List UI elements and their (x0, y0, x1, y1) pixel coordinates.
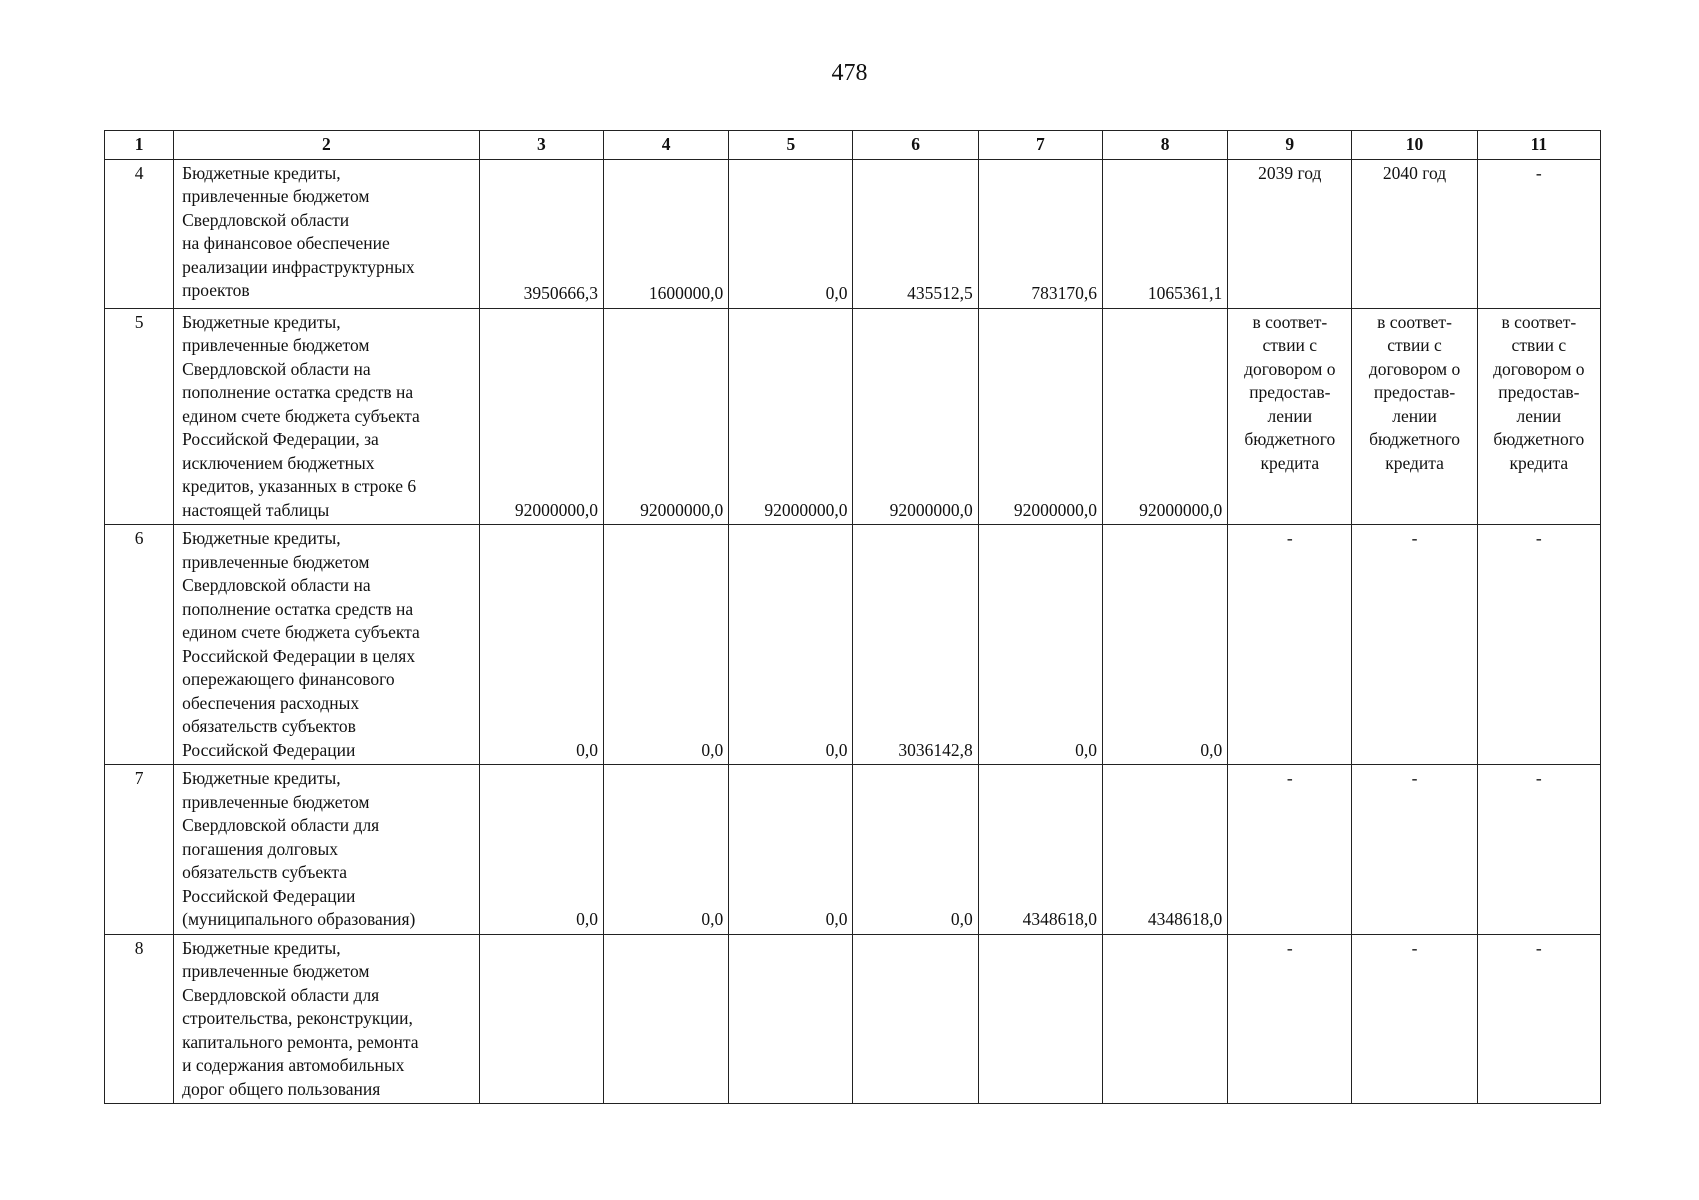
value-cell: 0,0 (729, 159, 853, 308)
column-header: 11 (1477, 131, 1600, 160)
column-header: 9 (1228, 131, 1352, 160)
value-cell: 0,0 (603, 525, 728, 765)
value-cell (853, 934, 978, 1104)
value-cell (978, 934, 1102, 1104)
value-cell: 783170,6 (978, 159, 1102, 308)
note-cell: - (1228, 765, 1352, 935)
value-cell: 92000000,0 (978, 308, 1102, 525)
row-description: Бюджетные кредиты, привлеченные бюджетом Свердловской области на пополнение остатка средств на едином счете бюджета субъекта Российской Федерации, за исключением бюджетных кредитов, указанных в строке 6 настоящей таблицы (174, 308, 480, 525)
value-cell: 0,0 (1102, 525, 1227, 765)
value-cell: 1065361,1 (1102, 159, 1227, 308)
note-cell: - (1228, 525, 1352, 765)
note-cell: в соответ- ствии с договором о предостав- лении бюджетного кредита (1352, 308, 1477, 525)
note-cell: в соответ- ствии с договором о предостав- лении бюджетного кредита (1228, 308, 1352, 525)
column-number-header-row (105, 131, 1601, 160)
value-cell: 92000000,0 (729, 308, 853, 525)
row-number: 5 (105, 308, 174, 525)
column-header: 1 (105, 131, 174, 160)
row-number: 6 (105, 525, 174, 765)
value-cell: 0,0 (729, 525, 853, 765)
note-cell: 2039 год (1228, 159, 1352, 308)
note-cell: 2040 год (1352, 159, 1477, 308)
column-header: 2 (174, 131, 480, 160)
value-cell: 435512,5 (853, 159, 978, 308)
value-cell: 4348618,0 (1102, 765, 1227, 935)
row-description: Бюджетные кредиты, привлеченные бюджетом Свердловской области для строительства, реконструкции, капитального ремонта, ремонта и содержания автомобильных дорог общего пользования (174, 934, 480, 1104)
value-cell: 3950666,3 (479, 159, 603, 308)
row-description: Бюджетные кредиты, привлеченные бюджетом Свердловской области для погашения долговых обязательств субъекта Российской Федерации (муниципального образования) (174, 765, 480, 935)
column-header: 8 (1102, 131, 1227, 160)
note-cell: - (1477, 525, 1600, 765)
value-cell: 0,0 (978, 525, 1102, 765)
value-cell: 1600000,0 (603, 159, 728, 308)
note-cell: - (1352, 934, 1477, 1104)
note-cell: в соответ- ствии с договором о предостав- лении бюджетного кредита (1477, 308, 1600, 525)
value-cell: 0,0 (603, 765, 728, 935)
value-cell (729, 934, 853, 1104)
row-description: Бюджетные кредиты, привлеченные бюджетом Свердловской области на финансовое обеспечение реализации инфраструктурных проектов (174, 159, 480, 308)
note-cell: - (1477, 159, 1600, 308)
note-cell: - (1477, 934, 1600, 1104)
row-number: 4 (105, 159, 174, 308)
value-cell: 0,0 (729, 765, 853, 935)
column-header: 3 (479, 131, 603, 160)
value-cell: 92000000,0 (1102, 308, 1227, 525)
table-row (105, 308, 1601, 525)
row-number: 7 (105, 765, 174, 935)
note-cell: - (1477, 765, 1600, 935)
column-header: 4 (603, 131, 728, 160)
note-cell: - (1228, 934, 1352, 1104)
value-cell: 0,0 (853, 765, 978, 935)
table-row (105, 934, 1601, 1104)
value-cell (1102, 934, 1227, 1104)
value-cell: 92000000,0 (479, 308, 603, 525)
row-description: Бюджетные кредиты, привлеченные бюджетом Свердловской области на пополнение остатка средств на едином счете бюджета субъекта Российской Федерации в целях опережающего финансового обеспечения расходных обязательств субъектов Российской Федерации (174, 525, 480, 765)
page-number: 478 (831, 60, 868, 86)
budget-credits-table (104, 130, 1601, 1104)
column-header: 5 (729, 131, 853, 160)
value-cell (479, 934, 603, 1104)
note-cell: - (1352, 525, 1477, 765)
value-cell: 0,0 (479, 525, 603, 765)
value-cell: 0,0 (479, 765, 603, 935)
note-cell: - (1352, 765, 1477, 935)
column-header: 10 (1352, 131, 1477, 160)
column-header: 7 (978, 131, 1102, 160)
table-row (105, 159, 1601, 308)
value-cell (603, 934, 728, 1104)
table-row (105, 525, 1601, 765)
value-cell: 92000000,0 (853, 308, 978, 525)
row-number: 8 (105, 934, 174, 1104)
value-cell: 3036142,8 (853, 525, 978, 765)
value-cell: 92000000,0 (603, 308, 728, 525)
value-cell: 4348618,0 (978, 765, 1102, 935)
column-header: 6 (853, 131, 978, 160)
table-row (105, 765, 1601, 935)
